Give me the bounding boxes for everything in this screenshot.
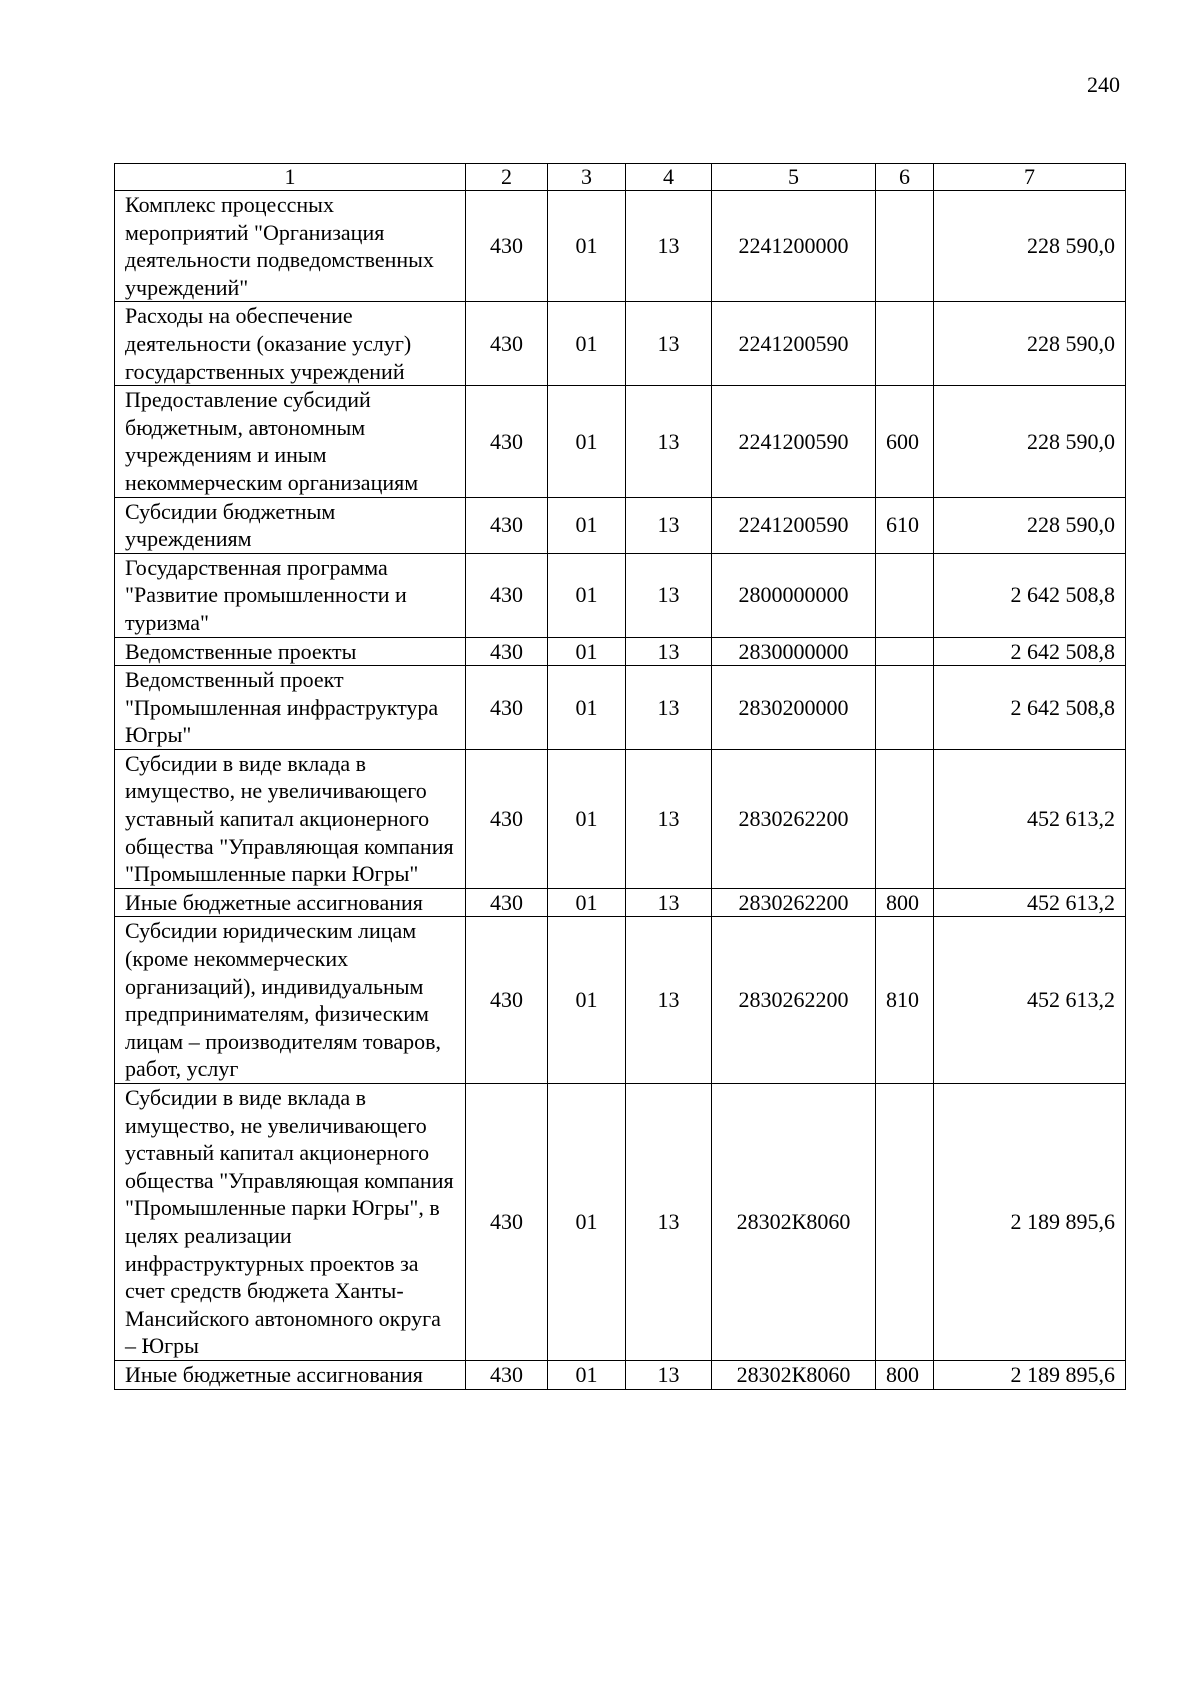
item-name-cell: Ведомственные проекты: [115, 637, 466, 666]
section-code-cell: 01: [548, 302, 626, 386]
expense-type-cell: 600: [876, 386, 934, 497]
table-row: [115, 1360, 1126, 1389]
ministry-code-cell: 430: [466, 888, 548, 917]
target-article-cell: 2830262200: [712, 917, 876, 1084]
subsection-code-cell: 13: [626, 1084, 712, 1361]
subsection-code-cell: 13: [626, 917, 712, 1084]
subsection-code-cell: 13: [626, 386, 712, 497]
item-name-cell: Государственная программа "Развитие промышленности и туризма": [115, 553, 466, 637]
target-article-cell: 2830262200: [712, 749, 876, 888]
ministry-code-cell: 430: [466, 637, 548, 666]
expense-type-cell: [876, 191, 934, 302]
table-header-row: [115, 164, 1126, 191]
table-row: [115, 637, 1126, 666]
header-cell: 3: [548, 164, 626, 191]
item-name-cell: Иные бюджетные ассигнования: [115, 888, 466, 917]
ministry-code-cell: 430: [466, 191, 548, 302]
subsection-code-cell: 13: [626, 497, 712, 553]
subsection-code-cell: 13: [626, 888, 712, 917]
ministry-code-cell: 430: [466, 1084, 548, 1361]
table-row: [115, 1084, 1126, 1361]
header-cell: 2: [466, 164, 548, 191]
table-row: [115, 749, 1126, 888]
amount-cell: 452 613,2: [934, 888, 1126, 917]
table-row: [115, 666, 1126, 750]
section-code-cell: 01: [548, 386, 626, 497]
section-code-cell: 01: [548, 888, 626, 917]
section-code-cell: 01: [548, 1360, 626, 1389]
ministry-code-cell: 430: [466, 497, 548, 553]
target-article-cell: 2830000000: [712, 637, 876, 666]
table-row: [115, 553, 1126, 637]
amount-cell: 452 613,2: [934, 917, 1126, 1084]
header-cell: 1: [115, 164, 466, 191]
amount-cell: 452 613,2: [934, 749, 1126, 888]
amount-cell: 228 590,0: [934, 191, 1126, 302]
expense-type-cell: [876, 302, 934, 386]
section-code-cell: 01: [548, 497, 626, 553]
section-code-cell: 01: [548, 1084, 626, 1361]
section-code-cell: 01: [548, 666, 626, 750]
amount-cell: 2 642 508,8: [934, 637, 1126, 666]
target-article-cell: 2241200000: [712, 191, 876, 302]
amount-cell: 228 590,0: [934, 386, 1126, 497]
item-name-cell: Субсидии в виде вклада в имущество, не увеличивающего уставный капитал акционерного общества "Управляющая компания "Промышленные парки Югры", в целях реализации инфраструктурных проектов за счет средств бюджета Ханты-Мансийского автономного округа – Югры: [115, 1084, 466, 1361]
item-name-cell: Субсидии юридическим лицам (кроме некоммерческих организаций), индивидуальным предпринимателям, физическим лицам – производителям товаров, работ, услуг: [115, 917, 466, 1084]
expense-type-cell: [876, 553, 934, 637]
item-name-cell: Иные бюджетные ассигнования: [115, 1360, 466, 1389]
amount-cell: 228 590,0: [934, 497, 1126, 553]
page-number: 240: [1087, 72, 1120, 97]
ministry-code-cell: 430: [466, 917, 548, 1084]
table-row: [115, 191, 1126, 302]
section-code-cell: 01: [548, 749, 626, 888]
target-article-cell: 2241200590: [712, 386, 876, 497]
target-article-cell: 28302К8060: [712, 1360, 876, 1389]
target-article-cell: 2241200590: [712, 302, 876, 386]
table-row: [115, 888, 1126, 917]
subsection-code-cell: 13: [626, 1360, 712, 1389]
header-cell: 6: [876, 164, 934, 191]
target-article-cell: 2241200590: [712, 497, 876, 553]
item-name-cell: Предоставление субсидий бюджетным, автономным учреждениям и иным некоммерческим организациям: [115, 386, 466, 497]
section-code-cell: 01: [548, 637, 626, 666]
amount-cell: 2 642 508,8: [934, 666, 1126, 750]
header-cell: 4: [626, 164, 712, 191]
section-code-cell: 01: [548, 917, 626, 1084]
expense-type-cell: 610: [876, 497, 934, 553]
section-code-cell: 01: [548, 553, 626, 637]
budget-table: [114, 163, 1126, 1390]
ministry-code-cell: 430: [466, 553, 548, 637]
target-article-cell: 2800000000: [712, 553, 876, 637]
item-name-cell: Ведомственный проект "Промышленная инфраструктура Югры": [115, 666, 466, 750]
target-article-cell: 2830200000: [712, 666, 876, 750]
expense-type-cell: 800: [876, 888, 934, 917]
table-row: [115, 302, 1126, 386]
amount-cell: 2 189 895,6: [934, 1084, 1126, 1361]
ministry-code-cell: 430: [466, 666, 548, 750]
subsection-code-cell: 13: [626, 666, 712, 750]
subsection-code-cell: 13: [626, 637, 712, 666]
ministry-code-cell: 430: [466, 749, 548, 888]
target-article-cell: 2830262200: [712, 888, 876, 917]
header-cell: 5: [712, 164, 876, 191]
item-name-cell: Комплекс процессных мероприятий "Организация деятельности подведомственных учреждений": [115, 191, 466, 302]
amount-cell: 228 590,0: [934, 302, 1126, 386]
expense-type-cell: [876, 1084, 934, 1361]
expense-type-cell: 810: [876, 917, 934, 1084]
amount-cell: 2 189 895,6: [934, 1360, 1126, 1389]
subsection-code-cell: 13: [626, 302, 712, 386]
ministry-code-cell: 430: [466, 302, 548, 386]
table-row: [115, 917, 1126, 1084]
target-article-cell: 28302К8060: [712, 1084, 876, 1361]
expense-type-cell: [876, 749, 934, 888]
table-row: [115, 497, 1126, 553]
item-name-cell: Субсидии в виде вклада в имущество, не увеличивающего уставный капитал акционерного общества "Управляющая компания "Промышленные парки Югры": [115, 749, 466, 888]
subsection-code-cell: 13: [626, 553, 712, 637]
subsection-code-cell: 13: [626, 191, 712, 302]
item-name-cell: Расходы на обеспечение деятельности (оказание услуг) государственных учреждений: [115, 302, 466, 386]
header-cell: 7: [934, 164, 1126, 191]
ministry-code-cell: 430: [466, 1360, 548, 1389]
table-row: [115, 386, 1126, 497]
expense-type-cell: [876, 666, 934, 750]
amount-cell: 2 642 508,8: [934, 553, 1126, 637]
subsection-code-cell: 13: [626, 749, 712, 888]
ministry-code-cell: 430: [466, 386, 548, 497]
item-name-cell: Субсидии бюджетным учреждениям: [115, 497, 466, 553]
expense-type-cell: 800: [876, 1360, 934, 1389]
expense-type-cell: [876, 637, 934, 666]
section-code-cell: 01: [548, 191, 626, 302]
